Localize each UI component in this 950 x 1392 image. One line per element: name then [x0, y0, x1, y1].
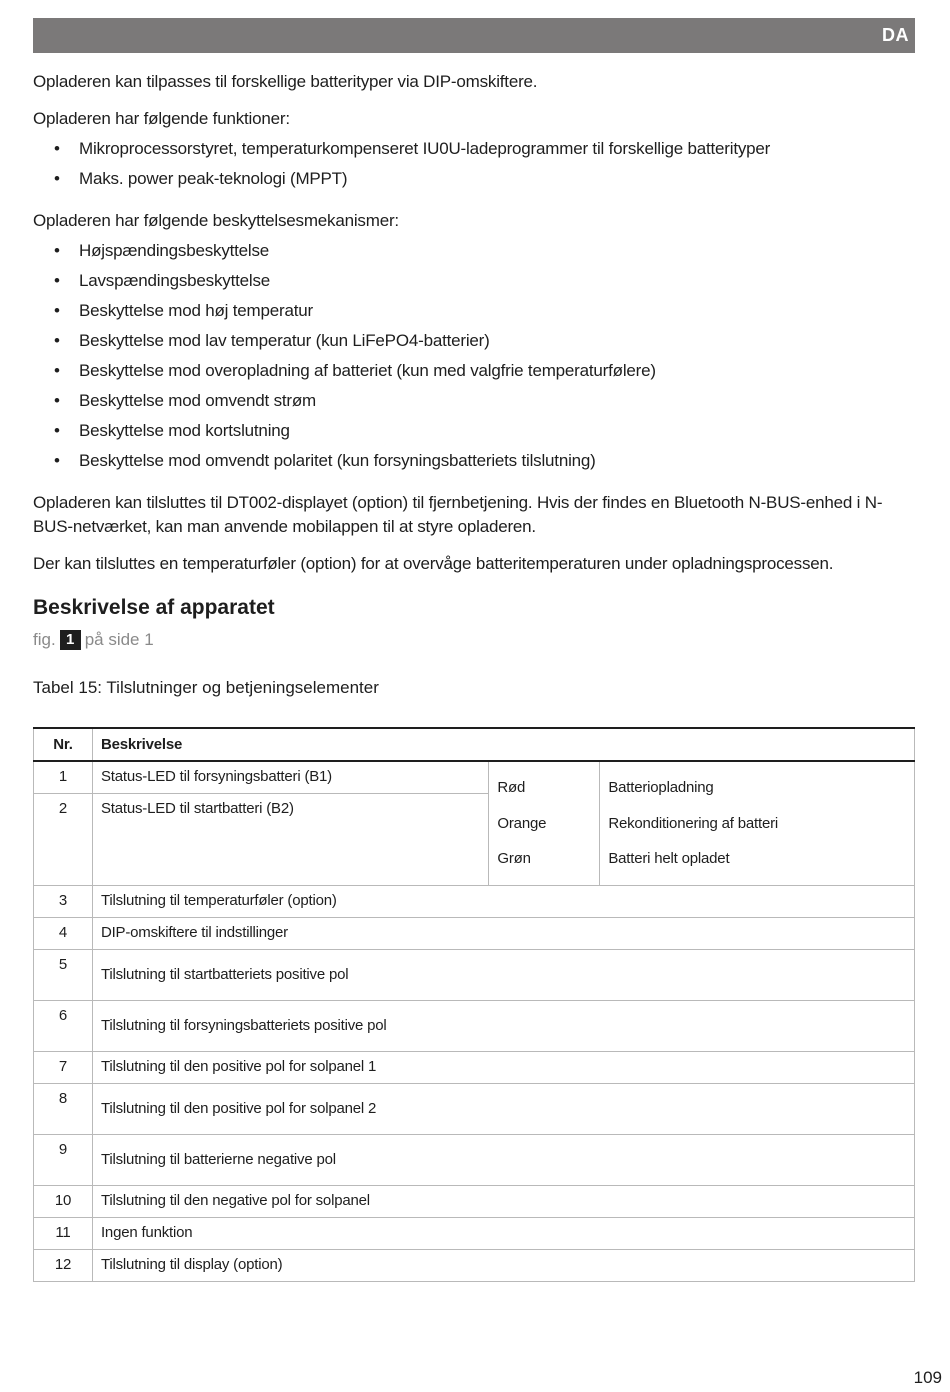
bullet-icon: • [54, 391, 60, 410]
list-item: • Mikroprocessorstyret, temperaturkompenseret IU0U-ladeprogrammer til forskellige batterityper [33, 137, 915, 167]
table-header-row [34, 728, 915, 761]
table-row: 9 Tilslutning til batterierne negative pol [34, 1134, 915, 1185]
table-row: 8 Tilslutning til den positive pol for solpanel 2 [34, 1083, 915, 1134]
table-row: 10 Tilslutning til den negative pol for solpanel [34, 1185, 915, 1217]
bullet-icon: • [54, 139, 60, 158]
led-color: Rød [497, 779, 526, 796]
figure-number-badge: 1 [60, 630, 81, 650]
connections-table [33, 727, 915, 1282]
bullet-icon: • [54, 451, 60, 470]
header-description: Beskrivelse [92, 728, 914, 761]
table-row: 3 Tilslutning til temperaturføler (option) [34, 885, 915, 917]
bullet-icon: • [54, 241, 60, 260]
table-caption: Tabel 15: Tilslutninger og betjeningselementer [33, 678, 379, 697]
intro-section [33, 70, 915, 589]
led-meaning: Batteriopladning [608, 779, 714, 796]
list-item: • Maks. power peak-teknologi (MPPT) [33, 167, 915, 197]
list-item: • Beskyttelse mod lav temperatur (kun LiFePO4-batterier) [33, 329, 915, 359]
led-colors-cell [489, 761, 600, 885]
intro-paragraph-dip: Opladeren kan tilpasses til forskellige batterityper via DIP-omskiftere. [33, 72, 538, 91]
led-color: Grøn [497, 850, 531, 867]
list-item: • Højspændingsbeskyttelse [33, 239, 915, 269]
bullet-icon: • [54, 169, 60, 188]
table-row: 5 Tilslutning til startbatteriets positive pol [34, 949, 915, 1000]
functions-heading: Opladeren har følgende funktioner: [33, 109, 290, 128]
table-row: 4 DIP-omskiftere til indstillinger [34, 917, 915, 949]
header-nr: Nr. [34, 728, 93, 761]
bullet-icon: • [54, 301, 60, 320]
table-row: 7 Tilslutning til den positive pol for solpanel 1 [34, 1051, 915, 1083]
list-item: • Beskyttelse mod høj temperatur [33, 299, 915, 329]
figure-reference: fig. 1 på side 1 [33, 630, 154, 649]
table-row: 2 Status-LED til startbatteri (B2) [34, 794, 915, 885]
list-item: • Beskyttelse mod kortslutning [33, 419, 915, 449]
bullet-icon: • [54, 271, 60, 290]
table-row: 11 Ingen funktion [34, 1217, 915, 1249]
bullet-icon: • [54, 361, 60, 380]
led-meanings-cell [600, 761, 915, 885]
led-color: Orange [497, 814, 547, 832]
protections-heading: Opladeren har følgende beskyttelsesmekanismer: [33, 211, 399, 230]
intro-paragraph-display: Opladeren kan tilsluttes til DT002-displayet (option) til fjernbetjening. Hvis der findes en Bluetooth N-BUS-enhed i N-BUS-netværket, kan man anvende mobilappen til at styre opladeren. [33, 493, 883, 536]
section-title: Beskrivelse af apparatet [33, 596, 275, 619]
bullet-icon: • [54, 331, 60, 350]
led-meaning: Batteri helt opladet [608, 850, 730, 867]
list-item: • Beskyttelse mod omvendt polaritet (kun forsyningsbatteriets tilslutning) [33, 449, 915, 479]
table-row: 12 Tilslutning til display (option) [34, 1249, 915, 1281]
table-row: 6 Tilslutning til forsyningsbatteriets positive pol [34, 1000, 915, 1051]
list-item: • Beskyttelse mod omvendt strøm [33, 389, 915, 419]
page-number: 109 [913, 1368, 942, 1387]
list-item: • Lavspændingsbeskyttelse [33, 269, 915, 299]
language-header-bar [33, 18, 915, 53]
led-meaning: Rekonditionering af batteri [608, 814, 779, 832]
protections-list [33, 239, 915, 479]
intro-paragraph-sensor: Der kan tilsluttes en temperaturføler (option) for at overvåge batteritemperaturen under opladningsprocessen. [33, 554, 834, 573]
bullet-icon: • [54, 421, 60, 440]
table-row: 1 Status-LED til forsyningsbatteri (B1) Rød Orange Grøn Batteriopladning Rekonditionering af batteri Batteri helt opladet [34, 761, 915, 794]
functions-list [33, 137, 915, 197]
list-item: • Beskyttelse mod overopladning af batteriet (kun med valgfrie temperaturfølere) [33, 359, 915, 389]
language-code: DA [882, 25, 909, 45]
